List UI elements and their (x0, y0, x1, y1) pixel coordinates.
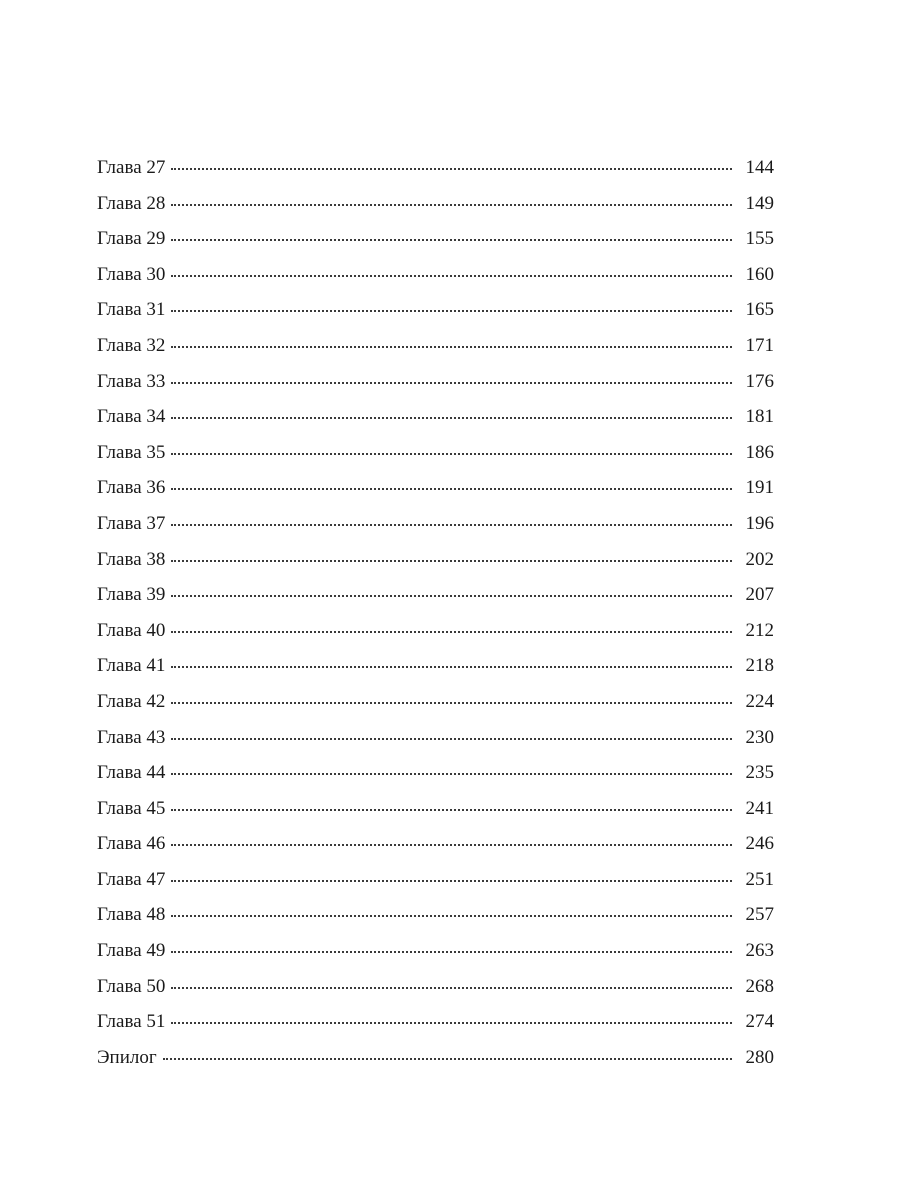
dot-leader (163, 1044, 734, 1063)
toc-entry (97, 791, 774, 827)
toc-entry-page-number: 191 (745, 477, 774, 499)
toc-entry (97, 1040, 774, 1076)
toc-entry-title: Глава 27 (97, 157, 166, 178)
dot-leader (171, 652, 734, 671)
toc-entry-page-number: 207 (745, 584, 774, 606)
toc-entry-title: Глава 44 (97, 762, 166, 784)
dot-leader (171, 866, 734, 885)
toc-entry (97, 613, 774, 649)
toc-entry-title: Глава 38 (97, 548, 166, 570)
dot-leader (171, 937, 734, 956)
toc-entry (97, 684, 774, 720)
toc-entry (97, 221, 774, 257)
toc-entry-title: Глава 50 (97, 975, 166, 997)
toc-entry-title: Глава 41 (97, 655, 166, 677)
toc-entry-page-number: 155 (745, 228, 774, 250)
dot-leader (171, 759, 734, 778)
dot-leader (171, 546, 734, 565)
toc-entry-page-number: 230 (745, 726, 774, 748)
dot-leader (171, 225, 734, 244)
toc-entry-page-number: 224 (745, 690, 774, 712)
toc-entry (97, 542, 774, 578)
toc-entry (97, 897, 774, 933)
dot-leader (171, 510, 734, 529)
dot-leader (171, 154, 734, 173)
toc-entry-page-number: 263 (745, 940, 774, 962)
toc-entry (97, 364, 774, 400)
toc-entry-title: Глава 31 (97, 299, 166, 321)
toc-entry (97, 257, 774, 293)
dot-leader (171, 901, 734, 920)
toc-entry-page-number: 235 (745, 762, 774, 784)
dot-leader (171, 1008, 734, 1027)
toc-entry-page-number: 241 (745, 797, 774, 819)
toc-entry-title: Глава 32 (97, 334, 166, 356)
dot-leader (171, 581, 734, 600)
toc-entry-page-number: 149 (745, 192, 774, 214)
toc-entry-title: Эпилог (97, 1046, 157, 1068)
dot-leader (171, 617, 734, 636)
table-of-contents (97, 150, 774, 1075)
dot-leader (171, 973, 734, 992)
toc-entry (97, 577, 774, 613)
toc-entry-title: Глава 42 (97, 690, 166, 712)
toc-entry-page-number: 176 (745, 370, 774, 392)
toc-entry-title: Глава 28 (97, 192, 166, 214)
toc-entry-title: Глава 34 (97, 406, 166, 428)
toc-entry-title: Глава 33 (97, 370, 166, 392)
toc-entry (97, 506, 774, 542)
toc-entry-title: Глава 51 (97, 1011, 166, 1033)
toc-entry-page-number: 202 (745, 548, 774, 570)
toc-entry (97, 435, 774, 471)
toc-entry-page-number: 196 (745, 512, 774, 534)
toc-entry (97, 470, 774, 506)
toc-entry-page-number: 165 (745, 299, 774, 321)
toc-entry-title: Глава 47 (97, 868, 166, 890)
toc-entry (97, 969, 774, 1005)
dot-leader (171, 190, 734, 209)
toc-entry (97, 328, 774, 364)
dot-leader (171, 332, 734, 351)
toc-entry-page-number: 144 (745, 157, 774, 178)
dot-leader (171, 688, 734, 707)
toc-entry-title: Глава 45 (97, 797, 166, 819)
dot-leader (171, 403, 734, 422)
toc-entry-page-number: 186 (745, 441, 774, 463)
dot-leader (171, 368, 734, 387)
toc-entry-page-number: 160 (745, 263, 774, 285)
toc-entry-title: Глава 48 (97, 904, 166, 926)
toc-entry-page-number: 212 (745, 619, 774, 641)
toc-entry (97, 292, 774, 328)
toc-entry-page-number: 274 (745, 1011, 774, 1033)
dot-leader (171, 795, 734, 814)
dot-leader (171, 724, 734, 743)
toc-entry-page-number: 257 (745, 904, 774, 926)
toc-entry-title: Глава 37 (97, 512, 166, 534)
toc-entry (97, 755, 774, 791)
toc-entry-title: Глава 46 (97, 833, 166, 855)
dot-leader (171, 261, 734, 280)
toc-entry-page-number: 251 (745, 868, 774, 890)
toc-entry-page-number: 246 (745, 833, 774, 855)
toc-entry-page-number: 171 (745, 334, 774, 356)
toc-entry (97, 862, 774, 898)
toc-entry-title: Глава 36 (97, 477, 166, 499)
toc-entry-title: Глава 30 (97, 263, 166, 285)
toc-entry-page-number: 268 (745, 975, 774, 997)
toc-entry (97, 186, 774, 222)
dot-leader (171, 474, 734, 493)
toc-entry-page-number: 280 (745, 1046, 774, 1068)
toc-entry-page-number: 181 (745, 406, 774, 428)
dot-leader (171, 830, 734, 849)
dot-leader (171, 296, 734, 315)
toc-entry-title: Глава 29 (97, 228, 166, 250)
toc-entry (97, 826, 774, 862)
toc-entry (97, 150, 774, 186)
toc-entry-title: Глава 49 (97, 940, 166, 962)
dot-leader (171, 439, 734, 458)
toc-entry-title: Глава 35 (97, 441, 166, 463)
toc-entry-page-number: 218 (745, 655, 774, 677)
toc-entry (97, 720, 774, 756)
toc-entry-title: Глава 43 (97, 726, 166, 748)
toc-entry-title: Глава 40 (97, 619, 166, 641)
toc-entry (97, 399, 774, 435)
toc-entry (97, 1004, 774, 1040)
toc-entry (97, 648, 774, 684)
toc-entry (97, 933, 774, 969)
toc-entry-title: Глава 39 (97, 584, 166, 606)
